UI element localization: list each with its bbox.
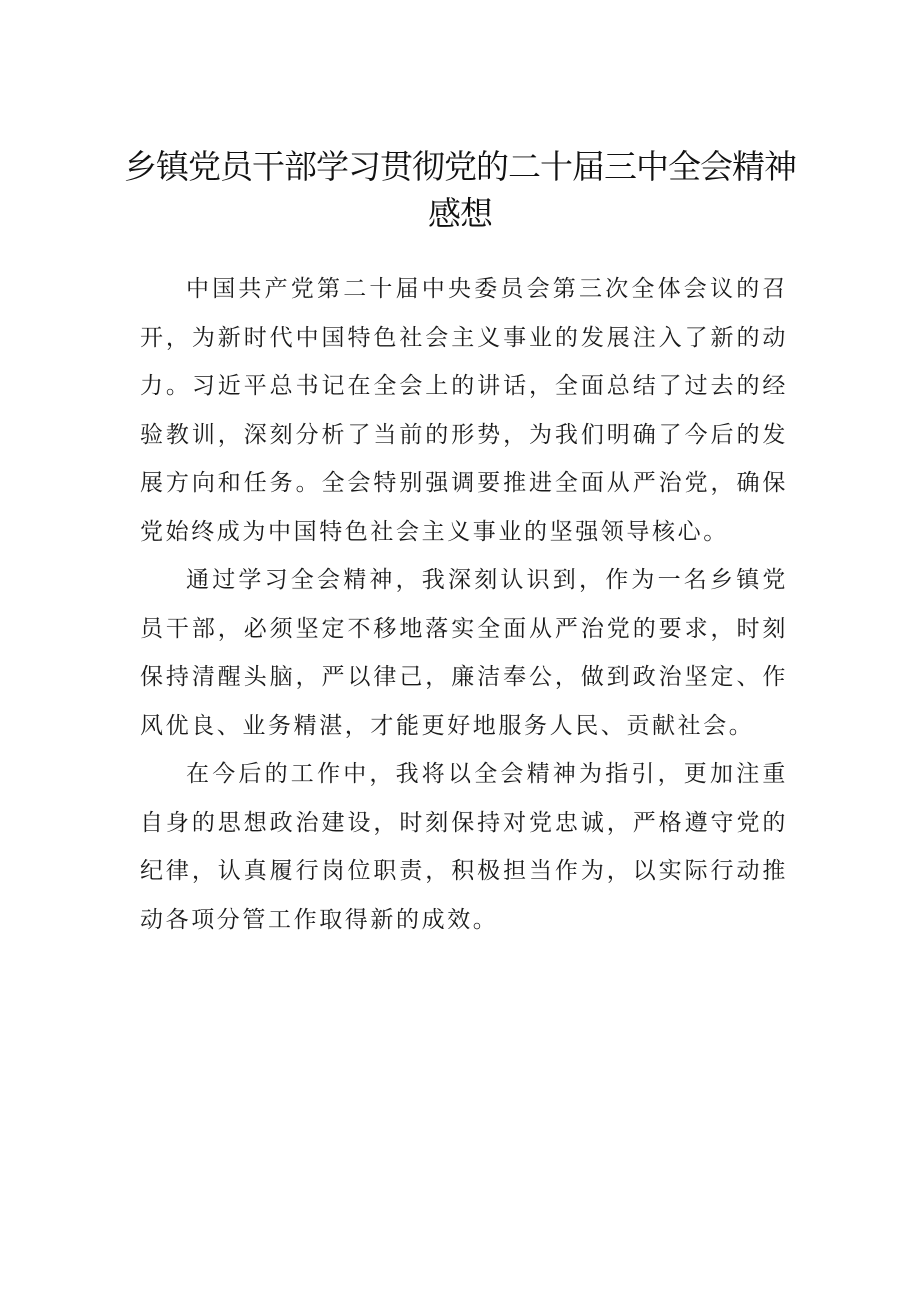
paragraph-3: 在今后的工作中，我将以全会精神为指引，更加注重自身的思想政治建设，时刻保持对党忠诚，严格遵守党的纪律，认真履行岗位职责，积极担当作为，以实际行动推动各项分管工作取得新的成效。 xyxy=(140,761,788,933)
document-title: 乡镇党员干部学习贯彻党的二十届三中全会精神感想 xyxy=(124,147,796,233)
paragraph-1: 中国共产党第二十届中央委员会第三次全体会议的召开，为新时代中国特色社会主义事业的发展注入了新的动力。习近平总书记在全会上的讲话，全面总结了过去的经验教训，深刻分析了当前的形势，为我们明确了今后的发展方向和任务。全会特别强调要推进全面从严治党，确保党始终成为中国特色社会主义事业的坚强领导核心。 xyxy=(140,276,788,545)
paragraph-2: 通过学习全会精神，我深刻认识到，作为一名乡镇党员干部，必须坚定不移地落实全面从严治党的要求，时刻保持清醒头脑，严以律己，廉洁奉公，做到政治坚定、作风优良、业务精湛，才能更好地服务人民、贡献社会。 xyxy=(140,567,788,739)
document-body xyxy=(140,265,788,944)
